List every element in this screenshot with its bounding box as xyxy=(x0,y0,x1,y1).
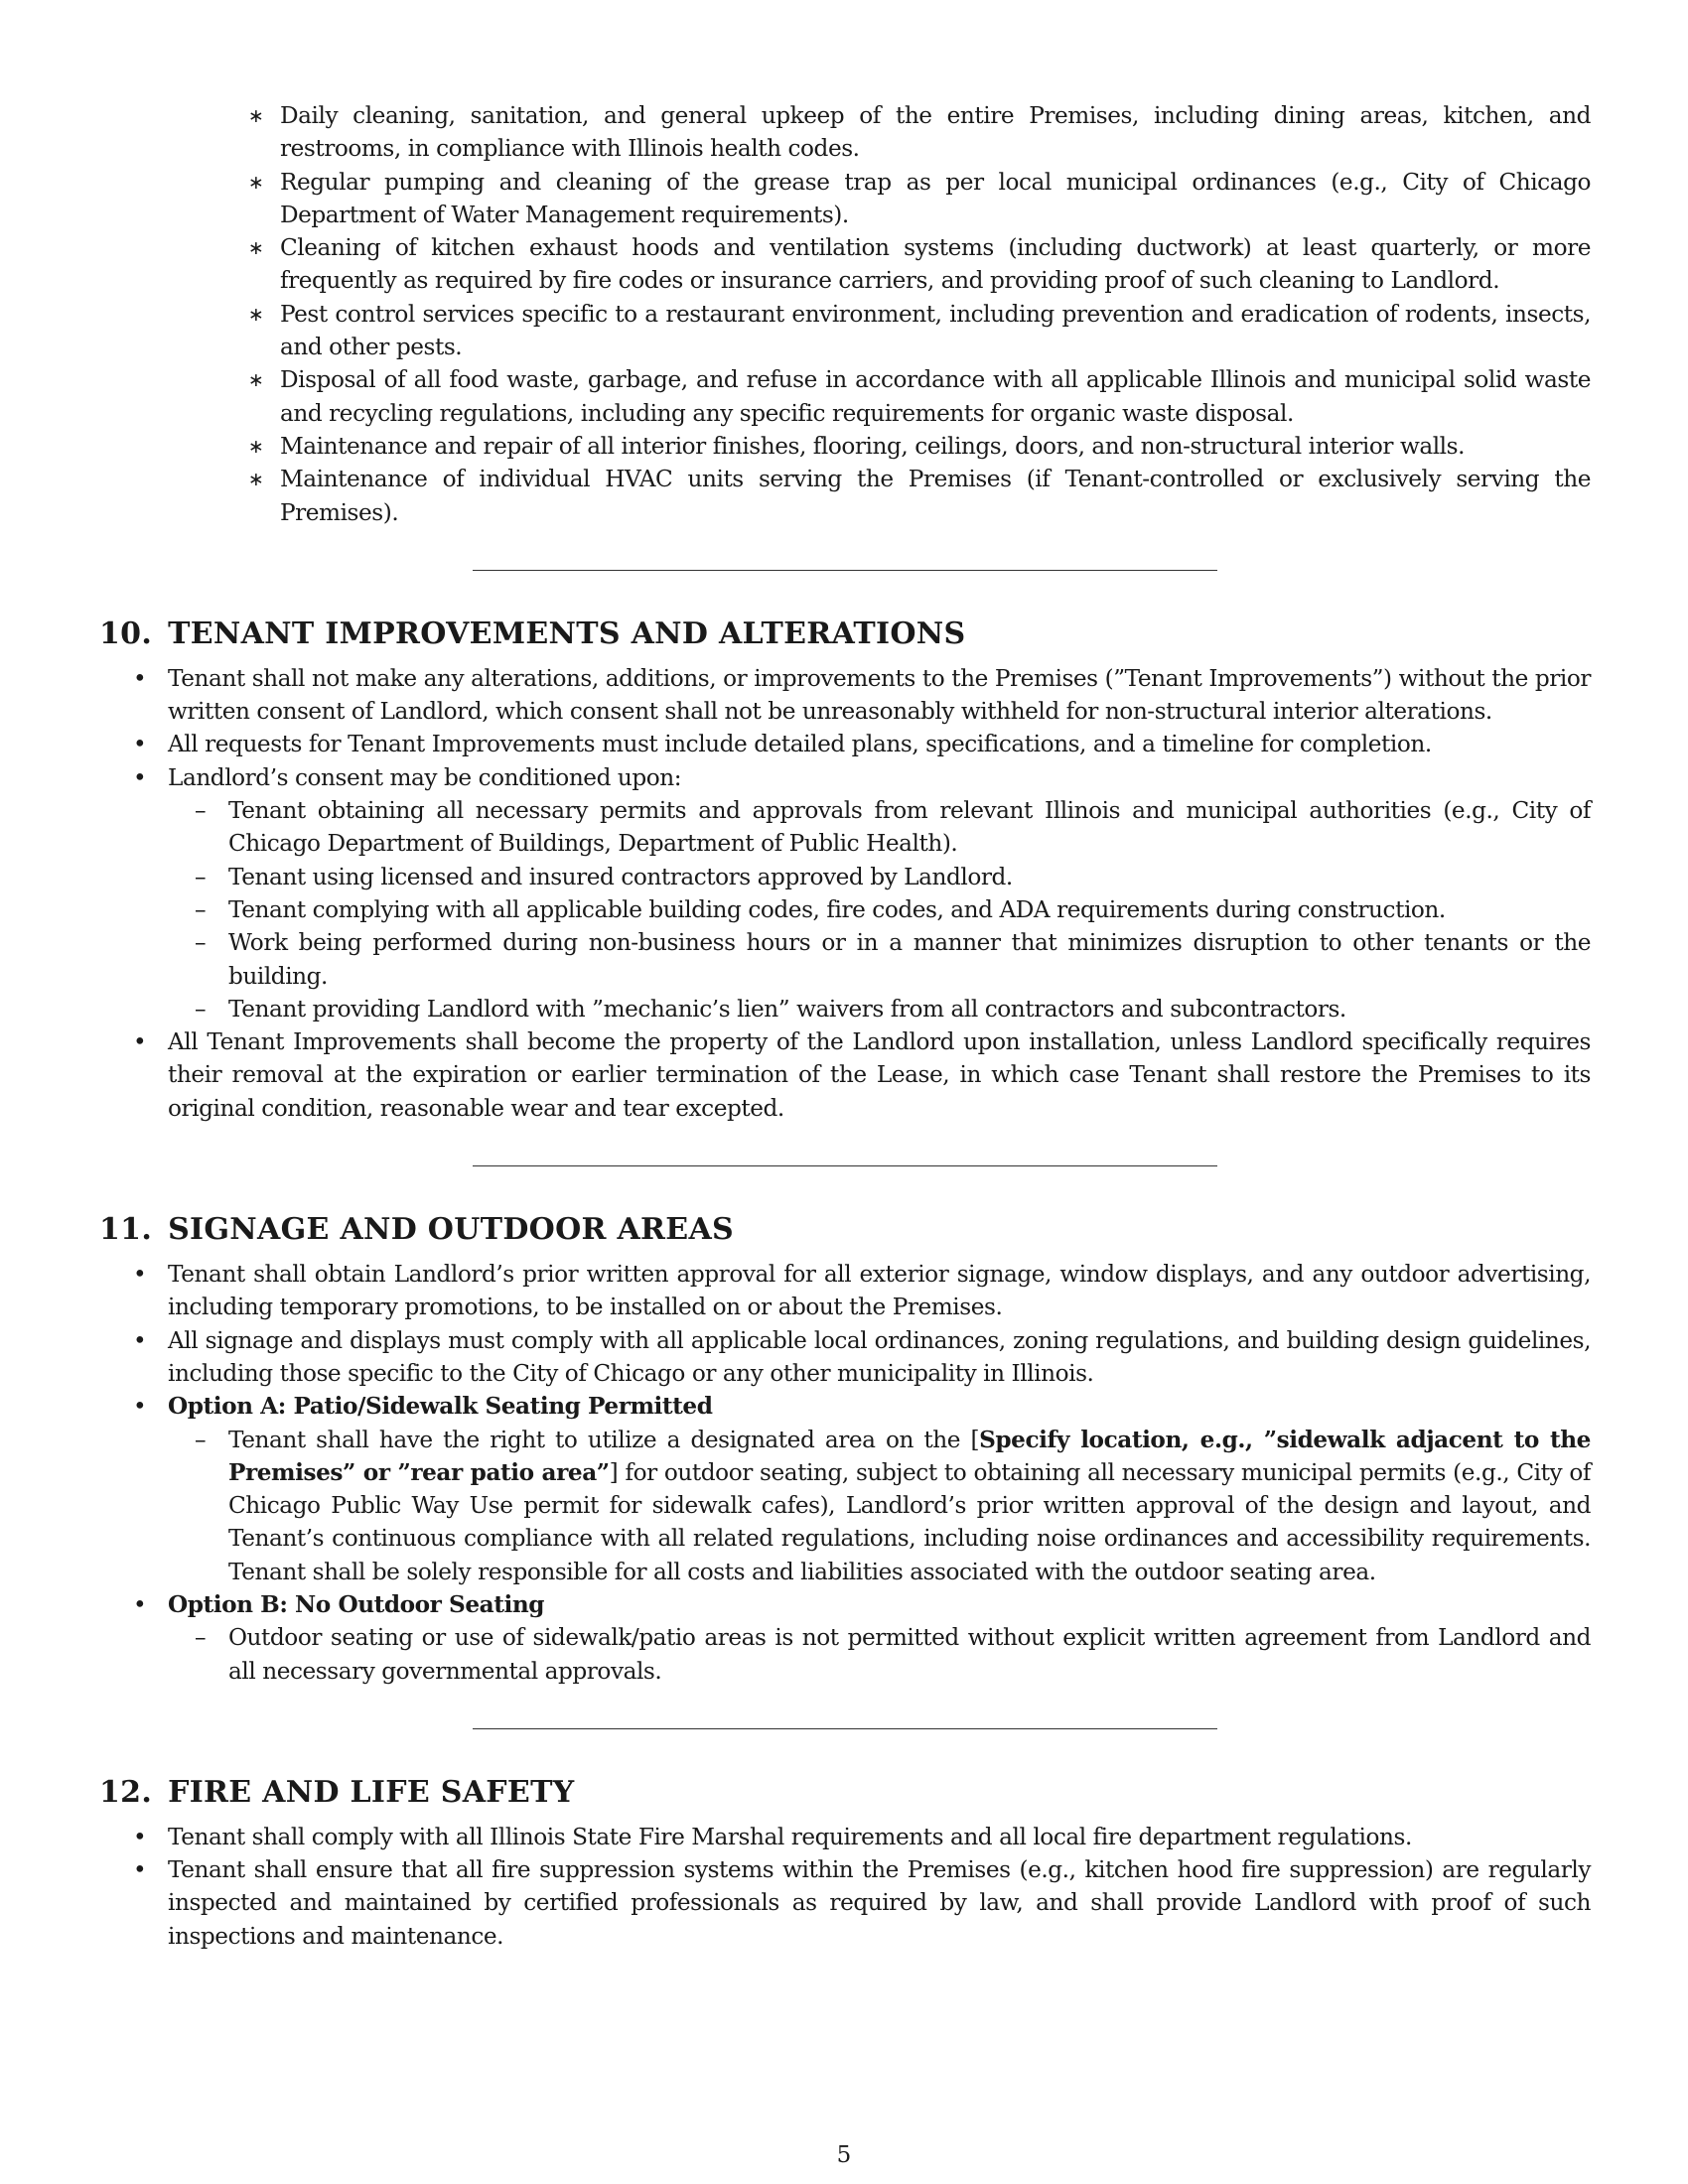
dash-bullet-icon: – xyxy=(195,929,207,957)
page-number: 5 xyxy=(836,2142,852,2168)
list-item: – Tenant complying with all applicable building codes, fire codes, and ADA requirements during construction. xyxy=(99,893,1591,926)
section-12-list xyxy=(99,1821,1591,1953)
asterisk-bullet-icon: ∗ xyxy=(248,237,264,260)
list-item: – Tenant using licensed and insured contractors approved by Landlord. xyxy=(99,861,1591,893)
dash-bullet-icon: – xyxy=(195,797,207,825)
section-heading-12 xyxy=(99,1773,1591,1813)
list-item: • All Tenant Improvements shall become the property of the Landlord upon installation, unless Landlord specifically requires their removal at the expiration or earlier termination of the Lease, in which case Tenant shall restore the Premises to its original condition, reasonable wear and tear excepted. xyxy=(99,1025,1591,1125)
list-item: – Tenant obtaining all necessary permits and approvals from relevant Illinois and municipal authorities (e.g., City of Chicago Department of Buildings, Department of Public Health). xyxy=(99,794,1591,861)
section-divider xyxy=(473,1728,1217,1729)
list-item: ∗ Pest control services specific to a restaurant environment, including prevention and eradication of rodents, insects, and other pests. xyxy=(248,300,1591,361)
section-title: TENANT IMPROVEMENTS AND ALTERATIONS xyxy=(168,615,966,651)
option-a-list xyxy=(99,1424,1591,1588)
placeholder-bold-text: Specify location, e.g., ”sidewalk adjacent to the Premises” or ”rear patio area” xyxy=(228,1426,1591,1486)
asterisk-bullet-icon: ∗ xyxy=(248,369,264,392)
list-item: – Tenant providing Landlord with ”mechanic’s lien” waivers from all contractors and subcontractors. xyxy=(99,993,1591,1025)
section-divider xyxy=(473,1165,1217,1166)
list-item: • Tenant shall obtain Landlord’s prior written approval for all exterior signage, window displays, and any outdoor advertising, including temporary promotions, to be installed on or about the Premises. xyxy=(99,1258,1591,1324)
dash-bullet-icon: – xyxy=(195,1426,207,1453)
asterisk-bullet-icon: ∗ xyxy=(248,435,264,458)
bullet-icon: • xyxy=(133,763,147,791)
section-title: FIRE AND LIFE SAFETY xyxy=(168,1774,575,1810)
section-10-list xyxy=(99,662,1591,794)
asterisk-bullet-icon: ∗ xyxy=(248,303,264,326)
dash-bullet-icon: – xyxy=(195,863,207,890)
list-item: • All signage and displays must comply with all applicable local ordinances, zoning regulations, and building design guidelines, including those specific to the City of Chicago or any other municipality in Illinois. xyxy=(99,1324,1591,1391)
dash-bullet-icon: – xyxy=(195,1624,207,1652)
section-number: 11. xyxy=(99,1212,153,1248)
section-number: 12. xyxy=(99,1774,153,1810)
bullet-icon: • xyxy=(133,1856,147,1884)
list-item: • Landlord’s consent may be conditioned upon: xyxy=(99,761,1591,794)
list-item: – Work being performed during non-business hours or in a manner that minimizes disruption to other tenants or the building. xyxy=(99,926,1591,993)
list-item: ∗ Regular pumping and cleaning of the grease trap as per local municipal ordinances (e.g., City of Chicago Department of Water Management requirements). xyxy=(248,168,1591,228)
list-item: ∗ Maintenance and repair of all interior finishes, flooring, ceilings, doors, and non-structural interior walls. xyxy=(99,430,1591,463)
section-number: 10. xyxy=(99,615,153,651)
list-item: ∗ Maintenance of individual HVAC units serving the Premises (if Tenant-controlled or exclusively serving the Premises). xyxy=(248,466,1591,526)
bullet-icon: • xyxy=(133,1590,147,1618)
bullet-icon: • xyxy=(133,731,147,758)
list-item: • All requests for Tenant Improvements must include detailed plans, specifications, and a timeline for completion. xyxy=(99,728,1591,760)
section-divider xyxy=(473,570,1217,571)
list-item: – Tenant shall have the right to utilize a designated area on the [Specify location, e.g., ”sidewalk adjacent to the Premises” or ”rear patio area”] for outdoor seating, subject to obtaining all necessary municipal permits (e.g., City of Chicago Public Way Use permit for sidewalk cafes), Landlord’s prior written approval of the design and layout, and Tenant’s continuous compliance with all related regulations, including noise ordinances and accessibility requirements. Tenant shall be solely responsible for all costs and liabilities associated with the outdoor seating area. xyxy=(99,1424,1591,1588)
list-item xyxy=(99,1390,1591,1423)
list-item: – Outdoor seating or use of sidewalk/patio areas is not permitted without explicit written agreement from Landlord and all necessary governmental approvals. xyxy=(99,1621,1591,1688)
dash-bullet-icon: – xyxy=(195,995,207,1023)
bullet-icon: • xyxy=(133,664,147,692)
asterisk-bullet-icon: ∗ xyxy=(248,171,264,194)
option-b-list xyxy=(99,1621,1591,1688)
page-content xyxy=(99,99,1591,1953)
list-item: • Tenant shall not make any alterations, additions, or improvements to the Premises (”Tenant Improvements”) without the prior written consent of Landlord, which consent shall not be unreasonably withheld for non-structural interior alterations. xyxy=(99,662,1591,729)
dash-bullet-icon: – xyxy=(195,895,207,923)
section-title: SIGNAGE AND OUTDOOR AREAS xyxy=(168,1212,734,1248)
option-a-label: Option A: Patio/Sidewalk Seating Permitted xyxy=(168,1393,713,1421)
list-item: • Tenant shall ensure that all fire suppression systems within the Premises (e.g., kitchen hood fire suppression) are regularly inspected and maintained by certified professionals as required by law, and shall provide Landlord with proof of such inspections and maintenance. xyxy=(99,1853,1591,1953)
section-11-list xyxy=(99,1258,1591,1423)
list-item xyxy=(99,1588,1591,1621)
section-heading-11 xyxy=(99,1210,1591,1250)
section-heading-10 xyxy=(99,614,1591,654)
bullet-icon: • xyxy=(133,1261,147,1289)
asterisk-bullet-icon: ∗ xyxy=(248,469,264,491)
list-item: ∗ Cleaning of kitchen exhaust hoods and ventilation systems (including ductwork) at least quarterly, or more frequently as required by fire codes or insurance carriers, and providing proof of such cleaning to Landlord. xyxy=(248,234,1591,295)
bullet-icon: • xyxy=(133,1028,147,1056)
bullet-icon: • xyxy=(133,1326,147,1354)
bullet-icon: • xyxy=(133,1393,147,1421)
list-item: • Tenant shall comply with all Illinois State Fire Marshal requirements and all local fire department regulations. xyxy=(99,1821,1591,1853)
asterisk-bullet-icon: ∗ xyxy=(248,105,264,127)
consent-conditions-list xyxy=(99,794,1591,1025)
bullet-icon: • xyxy=(133,1823,147,1850)
section-11-list-continued xyxy=(99,1588,1591,1621)
option-b-label: Option B: No Outdoor Seating xyxy=(168,1590,545,1618)
list-item: ∗ Daily cleaning, sanitation, and general upkeep of the entire Premises, including dining areas, kitchen, and restrooms, in compliance with Illinois health codes. xyxy=(248,102,1591,163)
section-10-list-continued xyxy=(99,1025,1591,1125)
maintenance-duties-list xyxy=(99,99,1591,529)
list-item: ∗ Disposal of all food waste, garbage, and refuse in accordance with all applicable Illinois and municipal solid waste and recycling regulations, including any specific requirements for organic waste disposal. xyxy=(248,366,1591,427)
